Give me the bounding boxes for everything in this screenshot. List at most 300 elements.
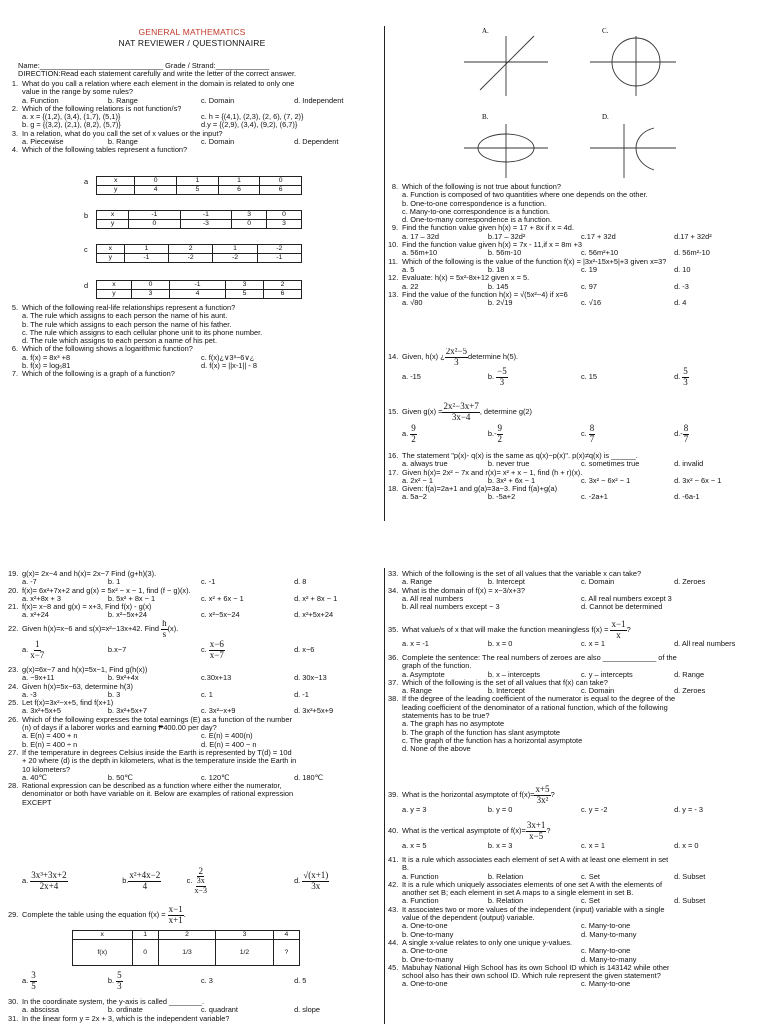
q22-s: s <box>162 628 167 639</box>
q22-stem-row <box>8 620 380 638</box>
answer-option: b. ordinate <box>107 1006 143 1015</box>
q29-a-frac <box>30 971 37 991</box>
answer-options <box>388 477 760 485</box>
q28-c-frac <box>194 867 207 896</box>
q15-b-den: 2 <box>497 433 503 444</box>
question-number: 45. <box>388 962 399 972</box>
q40-fraction <box>526 821 547 841</box>
q4-table-cell: 6 <box>218 186 260 195</box>
answer-options <box>388 873 760 881</box>
q4-table-cell: 0 <box>232 220 267 229</box>
q4-table-label-a: a <box>84 178 89 186</box>
question-stem: What do you call a relation where each element in the domain is related to only one <box>22 80 295 88</box>
name-grade-text: Name:______________________________ Grade / Strand:_____________ <box>18 62 270 70</box>
question-stem-row <box>8 699 380 707</box>
q29-options <box>8 968 380 994</box>
question-stem: f(x)= x−8 and g(x) = x+3, Find f(x) - g(x) <box>22 603 152 612</box>
answer-option: d. 8 <box>294 578 307 587</box>
question-stem-row <box>8 1015 380 1023</box>
q39-opt-c: c. y = -2 <box>580 806 608 814</box>
question-stem: Which of the following shows a logarithmic function? <box>22 345 193 354</box>
answer-options <box>388 931 760 939</box>
question-number: 27. <box>8 747 19 757</box>
q29-opt-c: c. 3 <box>200 976 213 985</box>
answer-options <box>8 595 380 603</box>
answer-option: c. 3x² − 6x² − 1 <box>580 476 631 485</box>
q28-b-frac <box>128 871 161 891</box>
question-stem-row <box>388 291 760 299</box>
q29-opt-a <box>22 971 108 991</box>
questions-16-18 <box>388 452 760 502</box>
answer-options <box>8 611 380 619</box>
questions-36-38 <box>388 654 760 754</box>
question-stem-row <box>8 130 380 138</box>
answer-option: c. Domain <box>580 687 615 696</box>
q40-opt-a: a. x = 5 <box>402 842 427 850</box>
q14-opt-d <box>674 367 760 387</box>
q4-table-cell: 3 <box>132 290 170 299</box>
question-number: 20. <box>8 585 19 595</box>
q14-fraction <box>445 348 468 367</box>
q14-d-frac <box>682 367 689 387</box>
q29-a-prefix: a. <box>22 975 29 985</box>
answer-options <box>388 687 760 695</box>
q14-d-den: 3 <box>683 376 688 387</box>
q4-table-cell: 2 <box>169 245 213 254</box>
question-number: 43. <box>388 904 399 914</box>
answer-option: a. 40℃ <box>22 773 47 782</box>
question-number: 16. <box>388 452 399 460</box>
question-stem: It associates two or more values of the independent (input) variable with a single <box>402 905 665 914</box>
question-stem: What is the domain of f(x) = x−3/x+3? <box>402 586 526 595</box>
q15-opt-b <box>488 424 581 444</box>
answer-options <box>388 493 760 501</box>
answer-option: b. 3 <box>107 690 121 699</box>
answer-option: c. Many-to-one <box>581 921 631 931</box>
question-stem: Which of the following is not true about function? <box>402 183 561 191</box>
q4-table-row-x <box>97 177 302 186</box>
question-number: 1. <box>11 80 18 88</box>
question-number: 2. <box>11 103 18 113</box>
answer-option: d. The rule which assigns to each person a name of his pet. <box>22 336 218 346</box>
answer-option: c. x² + 6x − 1 <box>200 594 244 603</box>
q29-b-den: 3 <box>117 980 122 991</box>
answer-option: b. 2√19 <box>487 299 513 308</box>
question-stem-row <box>388 258 760 266</box>
q40-options <box>388 842 760 850</box>
answer-option: b. 50℃ <box>107 773 133 782</box>
question-stem: Which of the following tables represent a function? <box>22 146 188 155</box>
question-stem-continued: EXCEPT <box>22 797 52 807</box>
q35-stem-row <box>388 620 760 640</box>
q40-opt-c: c. x = 1 <box>580 842 606 850</box>
answer-options <box>8 97 380 105</box>
answer-option: c. Many-to-one <box>581 946 631 956</box>
question-stem: Mabuhay National High School has its own School ID which is 143142 while other <box>402 963 670 972</box>
q4-table-cell: 0 <box>129 220 180 229</box>
q39-num: x+5 <box>535 784 550 794</box>
document-subtitle: NAT REVIEWER / QUESTIONNAIRE <box>118 38 266 48</box>
answer-option: b. x – intercepts <box>487 670 541 679</box>
question-stem: g(x)= 2x−4 and h(x)= 2x−7 Find (g+h)(3). <box>22 570 157 578</box>
answer-option: d. f(x) = ||x-1|| - 8 <box>201 361 257 371</box>
answer-option: d. Many-to-many <box>581 954 637 964</box>
answer-option: c. 3x²−x+9 <box>200 707 236 716</box>
answer-option: b. All real numbers except − 3 <box>402 602 500 612</box>
question-number: 33. <box>388 570 399 578</box>
answer-option: c. sometimes true <box>580 460 640 469</box>
answer-options <box>388 460 760 468</box>
question-stem: Which of the following is the set of all values that the variable x can take? <box>402 570 642 578</box>
answer-options <box>388 233 760 241</box>
q15-a-den: 2 <box>411 433 416 444</box>
q28-c-inner-frac <box>194 877 207 895</box>
q29-stem-row <box>8 906 380 924</box>
question-number: 36. <box>388 654 399 662</box>
answer-option: a. always true <box>402 460 448 469</box>
answer-option: b. 18 <box>487 265 505 274</box>
q28-c-num: 2 <box>198 866 203 876</box>
questions-23-28 <box>8 666 380 807</box>
q29-b-frac <box>116 971 123 991</box>
q4-table-row-x <box>97 245 302 254</box>
answer-options <box>8 691 380 699</box>
q29-x-cell: 1 <box>132 931 158 940</box>
q4-table-cell: y <box>97 186 135 195</box>
q4-table-cell: -1 <box>180 211 231 220</box>
answer-option: d. 10 <box>674 265 691 274</box>
answer-option: d. E(n) = 400 − n <box>201 739 257 749</box>
question-stem-continued: (n) of days if a laborer works and earning ₱400.00 per day? <box>22 723 217 733</box>
answer-options <box>388 603 760 611</box>
answer-option: d. -6a-1 <box>674 493 700 502</box>
graph-c-circle <box>590 36 676 96</box>
q29-opt-d: d. 5 <box>294 976 307 985</box>
question-stem: Find the function value given h(x) = 17 + 8x if x = 4d. <box>402 224 574 233</box>
q28-a-num: 3x³+3x+2 <box>31 871 67 880</box>
question-stem: Which of the following is a graph of a function? <box>22 370 175 379</box>
question-stem: Rational expression can be described as a function where either the numerator, <box>22 782 282 791</box>
answer-options <box>8 674 380 682</box>
q14-number: 14. <box>388 351 399 361</box>
q22-a-num: 1 <box>35 640 40 649</box>
q39-opt-d: d. y = - 3 <box>674 806 704 814</box>
question-stem-continued: graph of the function. <box>402 661 472 671</box>
q14-stem-row <box>388 348 760 366</box>
q39-den: 3x² <box>536 794 549 805</box>
answer-option: d. 3x²+5x+9 <box>294 707 334 716</box>
q4-table-d <box>96 280 302 299</box>
q29-x-head: x <box>73 931 133 940</box>
question-stem: Which of the following real-life relationships represent a function? <box>22 304 236 312</box>
answer-option: c. √16 <box>580 299 602 308</box>
q22-number: 22. <box>8 623 19 633</box>
q22-a-den: x−7 <box>30 649 45 660</box>
question-stem: Which of the following expresses the total earnings (E) as a function of the number <box>22 715 292 724</box>
q4-table-cell: -1 <box>169 281 225 290</box>
q4-table-cell: 4 <box>135 186 177 195</box>
answer-option: b. Relation <box>487 872 524 881</box>
q28-b-num: x²+4x−2 <box>129 871 161 880</box>
q29-a-den: 5 <box>31 980 36 991</box>
answer-option: a. x²+8x + 3 <box>22 594 62 603</box>
q15-stem-pre: Given g(x) = <box>402 406 443 416</box>
q4-table-cell: -3 <box>180 220 231 229</box>
q15-opt-a <box>402 424 488 444</box>
answer-option: a. E(n) = 400 + n <box>22 731 78 741</box>
q22-opt-c <box>201 640 294 660</box>
answer-option: a. The rule which assigns to each person the name of his aunt. <box>22 311 228 321</box>
answer-option: c. 56m²+10 <box>580 249 619 258</box>
q4-table-cell: -2 <box>169 254 213 263</box>
answer-option: b. One-to-many <box>402 954 454 964</box>
question-stem-row <box>388 679 760 687</box>
answer-option: c. 19 <box>580 265 598 274</box>
answer-option: a. Function is composed of two quantities where one depends on the other. <box>402 190 648 200</box>
question-number: 26. <box>8 714 19 724</box>
answer-option: c. Domain <box>200 138 235 147</box>
question-stem-row <box>388 224 760 232</box>
q28-d-frac <box>302 871 329 891</box>
answer-option: d. 30x−13 <box>294 674 327 683</box>
question-stem: Let f(x)=3x²−x+5, find f(x+1) <box>22 699 114 708</box>
q22-opt-d: d. x−6 <box>294 645 315 654</box>
q4-table-cell: 5 <box>225 290 263 299</box>
q15-b-frac <box>497 424 504 444</box>
q22-opt-b: b.x−7 <box>107 645 127 654</box>
answer-option: c. h = {(4,1), (2,3), (2, 6), (7, 2)} <box>201 112 304 122</box>
answer-option: d. 3x² − 6x − 1 <box>674 476 722 485</box>
q40-stem-post: ? <box>546 825 551 835</box>
question-number: 12. <box>388 273 399 283</box>
question-stem: Find the value of the function h(x) = √(5x²−4) if x=6 <box>402 290 568 299</box>
answer-option: d. x²+5x+24 <box>294 611 334 620</box>
question-number: 18. <box>388 484 399 494</box>
answer-option: c. -2a+1 <box>580 493 608 502</box>
question-number: 30. <box>8 998 19 1006</box>
answer-options <box>8 578 380 586</box>
question-stem: Complete the sentence: The real numbers of zeroes are also _____________ of the <box>402 654 677 662</box>
question-number: 21. <box>8 602 19 612</box>
question-39 <box>388 784 760 816</box>
question-stem-continued: another set B; each element in set A maps to a single element in set B. <box>402 888 634 898</box>
question-stem-row <box>8 587 380 595</box>
question-number: 8. <box>391 183 398 191</box>
q4-table-cell: -2 <box>257 245 301 254</box>
q29-b-num: 5 <box>117 971 122 980</box>
answer-option: b. f(x) = log₅81 <box>22 361 71 371</box>
q4-table-row-y <box>97 186 302 195</box>
answer-option: b. Range <box>107 96 138 105</box>
answer-option: a. -3 <box>22 690 37 699</box>
answer-option: d. Cannot be determined <box>581 602 663 612</box>
q40-den: x−5 <box>529 830 544 841</box>
answer-options <box>8 121 380 129</box>
answer-option: b. x²−5x+24 <box>107 611 147 620</box>
answer-option: c. E(n) = 400(n) <box>201 731 253 741</box>
answer-options <box>388 980 760 988</box>
q15-c-num: 8 <box>589 424 595 433</box>
answer-option: a. The graph has no asymptote <box>402 719 505 729</box>
answer-option: a. Asymptote <box>402 670 445 679</box>
answer-option: b. Intercept <box>487 687 525 696</box>
question-stem-continued: school also has their own school ID. Which rule represent the given statement? <box>402 971 661 981</box>
q29-stem-pre: Complete the table using the equation f(x) = <box>22 909 166 919</box>
q4-table-cell: y <box>97 254 125 263</box>
q29-fx-cell: 0 <box>132 940 158 966</box>
question-stem: g(x)=6x−7 and h(x)=5x−1, Find g(h(x)) <box>22 666 148 674</box>
q4-table-cell: -2 <box>213 254 257 263</box>
questions-19-21 <box>8 570 380 620</box>
answer-option: c. Set <box>580 872 600 881</box>
answer-options <box>388 671 760 679</box>
q4-table-cell: 4 <box>169 290 225 299</box>
answer-options <box>8 741 380 749</box>
question-stem-continued: statements has to be true? <box>402 711 490 721</box>
answer-option: d. Zeroes <box>674 578 706 587</box>
q22-stem-post: (x). <box>167 623 179 633</box>
q29-den: x+1 <box>168 914 183 924</box>
answer-option: a. 5 <box>402 265 415 274</box>
q4-table-cell: x <box>97 245 125 254</box>
q29-fx-cell: ? <box>273 940 299 966</box>
q15-c-prefix: c. <box>580 428 587 438</box>
q15-a-frac <box>410 424 417 444</box>
answer-option: d. slope <box>294 1006 320 1015</box>
question-stem-row <box>8 666 380 674</box>
question-stem: It is a rule which uniquely associates elements of one set A with the elements of <box>402 880 663 889</box>
question-stem-row <box>388 452 760 460</box>
q39-opt-a: a. y = 3 <box>402 806 427 814</box>
question-28-options <box>8 860 380 906</box>
question-stem-row <box>8 683 380 691</box>
answer-option: a. 56m+10 <box>402 249 438 258</box>
q28-c-den2: x−3 <box>194 885 207 895</box>
question-stem: In the coordinate system, the y-axis is called ________. <box>22 998 204 1006</box>
question-stem-row <box>388 485 760 493</box>
answer-option: d.17 + 32d² <box>674 232 712 241</box>
question-number: 37. <box>388 677 399 687</box>
question-40 <box>388 820 760 852</box>
question-stem: It is a rule which associates each element of set A with at least one element in set <box>402 856 669 864</box>
answer-option: a. 22 <box>402 282 419 291</box>
question-number: 38. <box>388 694 399 704</box>
answer-option: d. invalid <box>674 460 704 469</box>
answer-option: b. -5a+2 <box>487 493 516 502</box>
q15-a-num: 9 <box>411 424 416 433</box>
questions-1-4 <box>8 80 380 155</box>
q39-fraction <box>534 785 550 805</box>
answer-option: c.30x+13 <box>200 674 232 683</box>
answer-option: c. Set <box>580 897 600 906</box>
question-stem-continued: value in the range by some rules? <box>22 87 133 97</box>
q14-opt-b <box>488 367 581 387</box>
q28-c-prefix: c. <box>186 875 193 885</box>
answer-option: a. Range <box>402 687 432 696</box>
q28-b-prefix: b. <box>122 875 129 885</box>
answer-option: d. Subset <box>674 872 706 881</box>
question-stem: f(x)= 6x²+7x+2 and g(x) = 5x² − x − 1, find (f − g)(x). <box>22 586 191 595</box>
answer-option: d. Zeroes <box>674 687 706 696</box>
q29-opt-b <box>108 971 201 991</box>
q15-den: 3x−4 <box>451 411 471 422</box>
answer-option: a. Range <box>402 578 432 587</box>
question-number: 28. <box>8 781 19 791</box>
answer-option: c. Many-to-one <box>581 979 631 989</box>
graph-b-ellipse <box>464 124 548 178</box>
graph-d-curve <box>590 124 676 178</box>
question-number: 13. <box>388 289 399 299</box>
q15-b-num: 9 <box>497 424 503 433</box>
question-stem-continued: + 20 where (d) is the depth in kilometers, what is the temperature inside the Earth in <box>22 756 297 766</box>
q28-a-den: 2x+4 <box>39 880 59 891</box>
q4-table-label-c: c <box>84 246 88 254</box>
q28-opt-b <box>122 871 186 891</box>
q29-x-cell: 2 <box>158 931 215 940</box>
q4-table-cell: 0 <box>132 281 170 290</box>
q40-number: 40. <box>388 825 399 835</box>
question-number: 24. <box>8 681 19 691</box>
question-stem: If the temperature in degrees Celsius inside the Earth is represented by T(d) = 10d <box>22 748 292 757</box>
q35-den: x <box>616 629 621 640</box>
q14-b-den: 3 <box>499 376 505 387</box>
answer-option: b. never true <box>487 460 530 469</box>
question-stem-continued: leading coefficient of the denominator of a rational function, which of the following <box>402 702 668 712</box>
q4-table-cell: x <box>97 211 129 220</box>
q29-x-cell: 3 <box>216 931 273 940</box>
q4-table-cell: 6 <box>263 290 301 299</box>
answer-option: a. One-to-one <box>402 979 448 989</box>
answer-option: a. 2x² − 1 <box>402 476 434 485</box>
q15-opt-d <box>674 424 760 444</box>
answer-option: c. The rule which assigns to each cellular phone unit to its phone number. <box>22 327 263 337</box>
question-stem-row <box>8 570 380 578</box>
question-stem-continued: value of the dependent (output) variable. <box>402 913 535 923</box>
q14-b-frac <box>496 367 508 387</box>
answer-option: d. x² + 8x − 1 <box>294 594 338 603</box>
answer-options <box>388 299 760 307</box>
q4-table-cell: 3 <box>225 281 263 290</box>
answer-options <box>388 249 760 257</box>
answer-option: c. Many-to-one correspondence is a function. <box>402 206 550 216</box>
answer-option: d.y = {(2,9), (3,4), (9,2), (6,7)} <box>201 120 298 130</box>
question-number: 3. <box>11 128 18 138</box>
q14-stem-post: determine h(5). <box>468 351 519 361</box>
answer-option: a. √80 <box>402 299 423 308</box>
direction-text: DIRECTION:Read each statement carefully and write the letter of the correct answer. <box>18 69 297 79</box>
question-number: 31. <box>8 1013 19 1023</box>
q22-c-num: x−6 <box>209 640 224 649</box>
question-number: 17. <box>388 467 399 477</box>
q28-d-prefix: d. <box>294 875 301 885</box>
q4-table-cell: y <box>97 290 132 299</box>
q15-d-frac <box>683 424 690 444</box>
q40-opt-d: d. x = 0 <box>674 842 699 850</box>
question-stem-row <box>388 241 760 249</box>
question-stem: Find the function value given h(x) = 7x - 11,if x = 8m +3 <box>402 241 583 250</box>
q28-opt-a <box>22 871 122 891</box>
q14-d-num: 5 <box>683 367 688 376</box>
answer-option: b. 1 <box>107 578 121 587</box>
q14-stem-pre: Given, h(x) ¿ <box>402 351 445 361</box>
q29-x-row <box>73 931 300 940</box>
q22-c-den: x−7 <box>209 649 224 660</box>
question-29-options <box>8 968 380 998</box>
q4-table-cell: y <box>97 220 129 229</box>
question-stem: Given h(x)=5x−63, determine h(3) <box>22 682 133 691</box>
answer-option: a. Function <box>402 872 439 881</box>
q35-number: 35. <box>388 624 399 634</box>
